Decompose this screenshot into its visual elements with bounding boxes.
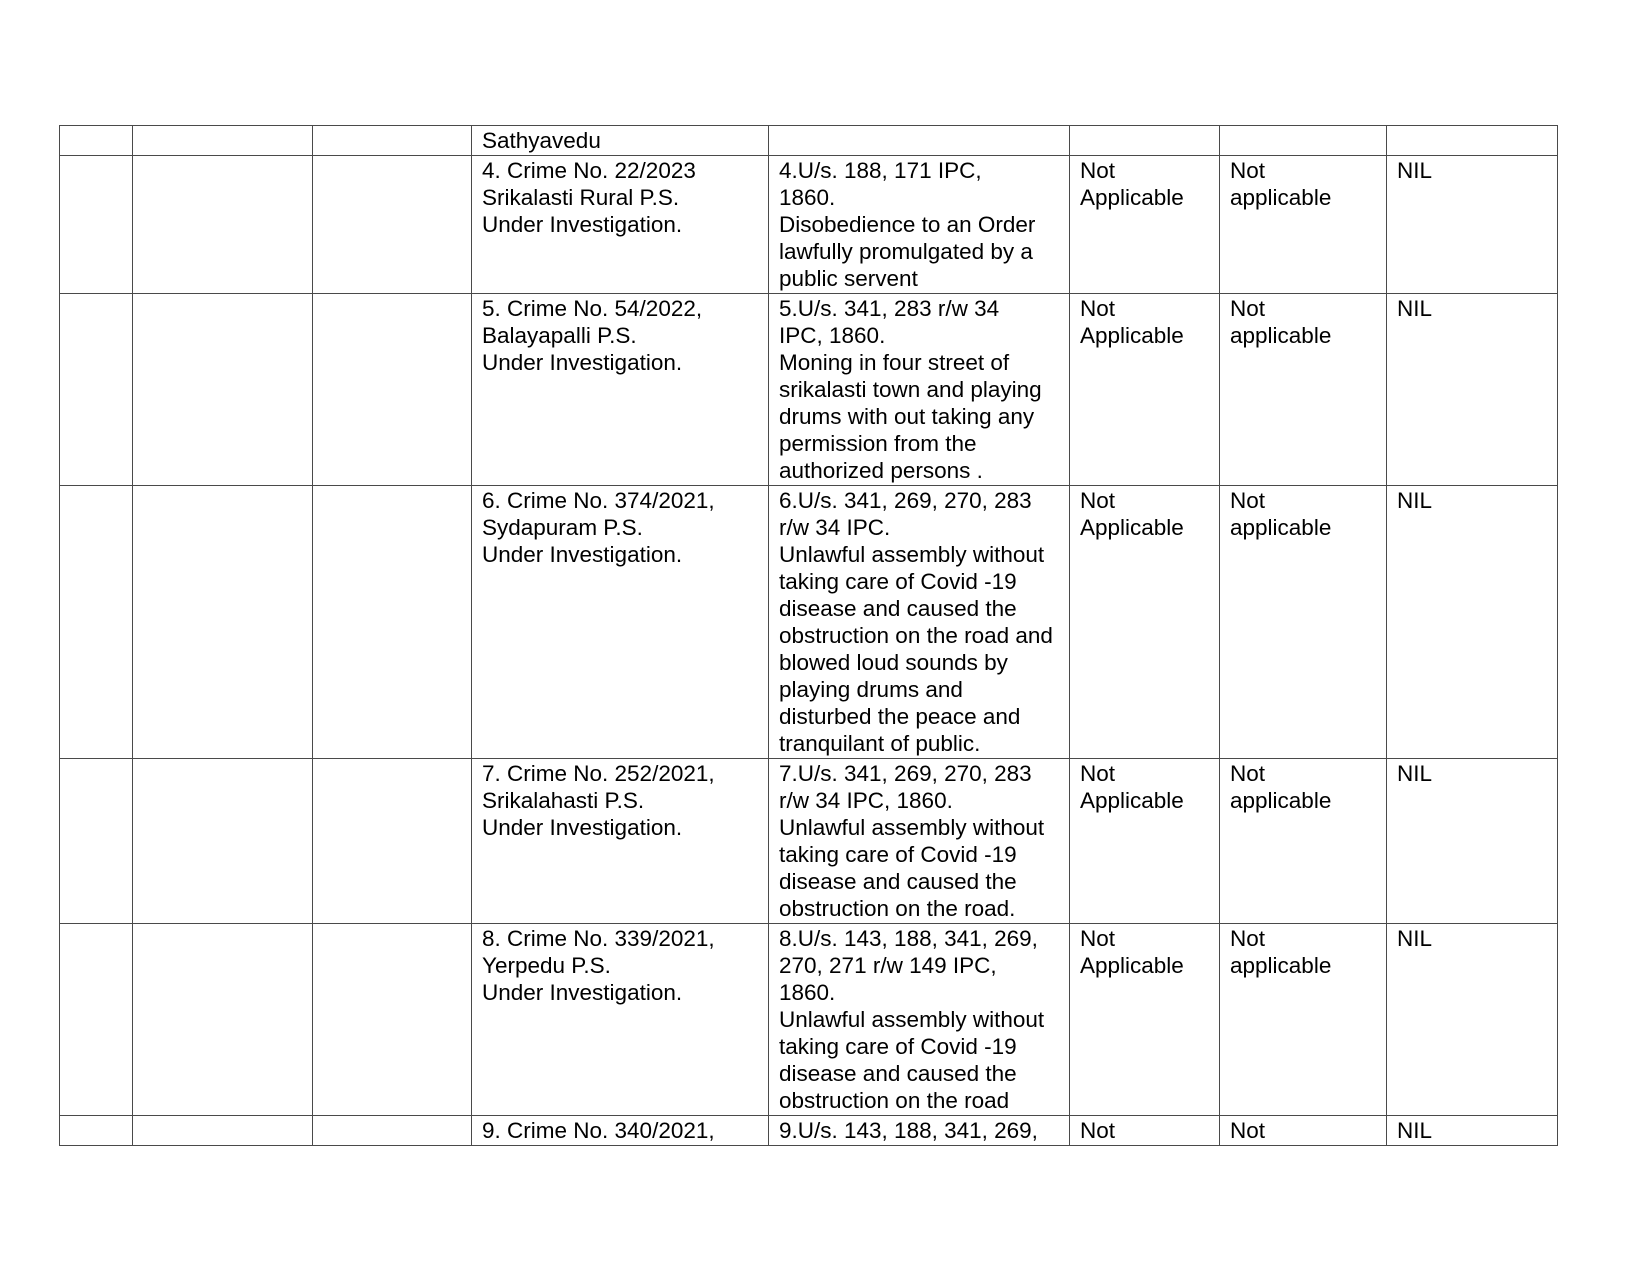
section-details-cell: 8.U/s. 143, 188, 341, 269, 270, 271 r/w 149 IPC, 1860. Unlawful assembly without taking care of Covid -19 disease and caused the obstruction on the road xyxy=(769,924,1070,1116)
remarks-cell xyxy=(1387,126,1558,156)
applicability-cell: Not Applicable xyxy=(1070,924,1220,1116)
applicability-cell: Not applicable xyxy=(1220,486,1387,759)
empty-cell xyxy=(60,126,133,156)
empty-cell xyxy=(133,126,313,156)
case-details-cell: 8. Crime No. 339/2021, Yerpedu P.S. Under Investigation. xyxy=(472,924,769,1116)
applicability-cell: Not Applicable xyxy=(1070,156,1220,294)
table-row xyxy=(60,759,1558,924)
table-row xyxy=(60,294,1558,486)
empty-cell xyxy=(313,759,472,924)
empty-cell xyxy=(133,486,313,759)
applicability-cell xyxy=(1070,126,1220,156)
empty-cell xyxy=(313,126,472,156)
remarks-cell: NIL xyxy=(1387,486,1558,759)
applicability-cell: Not xyxy=(1070,1116,1220,1146)
table-row xyxy=(60,156,1558,294)
remarks-cell: NIL xyxy=(1387,759,1558,924)
case-table xyxy=(59,125,1558,1146)
applicability-cell xyxy=(1220,126,1387,156)
empty-cell xyxy=(133,759,313,924)
empty-cell xyxy=(133,1116,313,1146)
empty-cell xyxy=(313,294,472,486)
empty-cell xyxy=(313,924,472,1116)
empty-cell xyxy=(60,1116,133,1146)
empty-cell xyxy=(313,486,472,759)
section-details-cell xyxy=(769,126,1070,156)
table-row xyxy=(60,924,1558,1116)
empty-cell xyxy=(60,156,133,294)
applicability-cell: Not applicable xyxy=(1220,759,1387,924)
case-details-cell: Sathyavedu xyxy=(472,126,769,156)
section-details-cell: 6.U/s. 341, 269, 270, 283 r/w 34 IPC. Unlawful assembly without taking care of Covid -19 disease and caused the obstruction on the road and blowed loud sounds by playing drums and disturbed the peace and tranquilant of public. xyxy=(769,486,1070,759)
remarks-cell: NIL xyxy=(1387,1116,1558,1146)
empty-cell xyxy=(60,294,133,486)
applicability-cell: Not applicable xyxy=(1220,294,1387,486)
empty-cell xyxy=(60,486,133,759)
case-details-cell: 5. Crime No. 54/2022, Balayapalli P.S. Under Investigation. xyxy=(472,294,769,486)
empty-cell xyxy=(60,759,133,924)
empty-cell xyxy=(313,156,472,294)
applicability-cell: Not Applicable xyxy=(1070,759,1220,924)
empty-cell xyxy=(133,294,313,486)
section-details-cell: 7.U/s. 341, 269, 270, 283 r/w 34 IPC, 1860. Unlawful assembly without taking care of Covid -19 disease and caused the obstruction on the road. xyxy=(769,759,1070,924)
case-details-cell: 7. Crime No. 252/2021, Srikalahasti P.S. Under Investigation. xyxy=(472,759,769,924)
applicability-cell: Not xyxy=(1220,1116,1387,1146)
remarks-cell: NIL xyxy=(1387,156,1558,294)
applicability-cell: Not applicable xyxy=(1220,156,1387,294)
empty-cell xyxy=(60,924,133,1116)
case-details-cell: 4. Crime No. 22/2023 Srikalasti Rural P.S. Under Investigation. xyxy=(472,156,769,294)
remarks-cell: NIL xyxy=(1387,924,1558,1116)
table-row xyxy=(60,1116,1558,1146)
case-details-cell: 6. Crime No. 374/2021, Sydapuram P.S. Under Investigation. xyxy=(472,486,769,759)
table-row xyxy=(60,486,1558,759)
empty-cell xyxy=(133,924,313,1116)
section-details-cell: 9.U/s. 143, 188, 341, 269, xyxy=(769,1116,1070,1146)
empty-cell xyxy=(313,1116,472,1146)
applicability-cell: Not applicable xyxy=(1220,924,1387,1116)
table-row xyxy=(60,126,1558,156)
empty-cell xyxy=(133,156,313,294)
case-details-cell: 9. Crime No. 340/2021, xyxy=(472,1116,769,1146)
section-details-cell: 4.U/s. 188, 171 IPC, 1860. Disobedience to an Order lawfully promulgated by a public servent xyxy=(769,156,1070,294)
remarks-cell: NIL xyxy=(1387,294,1558,486)
applicability-cell: Not Applicable xyxy=(1070,294,1220,486)
applicability-cell: Not Applicable xyxy=(1070,486,1220,759)
section-details-cell: 5.U/s. 341, 283 r/w 34 IPC, 1860. Moning in four street of srikalasti town and playing drums with out taking any permission from the authorized persons . xyxy=(769,294,1070,486)
